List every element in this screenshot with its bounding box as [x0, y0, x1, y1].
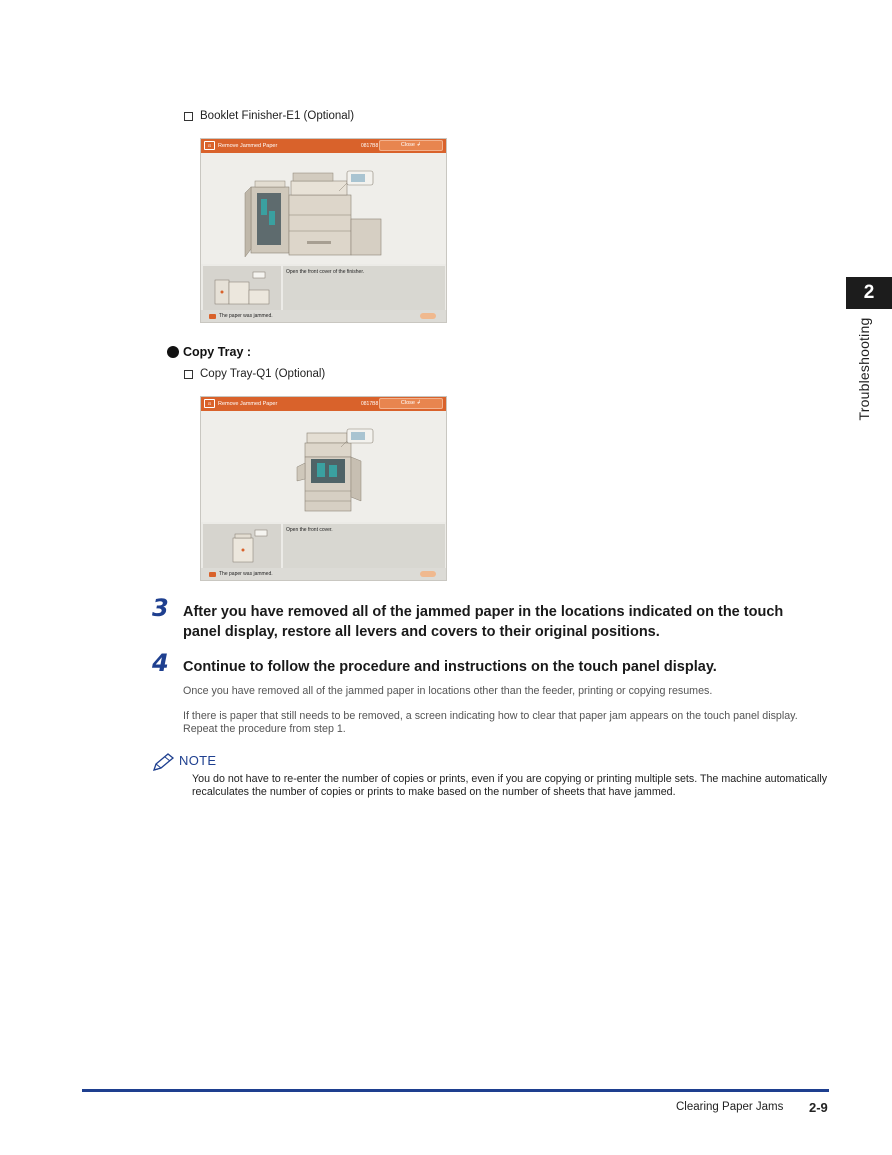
pencil-note-icon [152, 752, 176, 772]
machine-illustration [201, 411, 446, 522]
instruction-text: Open the front cover of the finisher. [286, 269, 365, 275]
instruction-panel [283, 266, 445, 310]
status-bar [201, 568, 446, 580]
step-4-text: Continue to follow the procedure and instructions on the touch panel display. [183, 659, 717, 675]
status-bar [201, 310, 446, 322]
close-label: Close [400, 142, 415, 148]
checkbox-square-icon [184, 112, 193, 121]
jam-icon: ⊡ [204, 141, 215, 150]
copy-tray-jam-screen [200, 396, 447, 581]
status-monitor-button[interactable] [420, 571, 436, 577]
chapter-title: Troubleshooting [856, 317, 872, 421]
copy-tray-item [184, 368, 325, 380]
close-label: Close [400, 400, 415, 406]
chapter-title-vertical [851, 314, 877, 424]
error-code: 0817B8 [361, 143, 379, 149]
status-monitor-button[interactable] [420, 313, 436, 319]
copier-thumbnail-icon [203, 524, 281, 568]
step-3-number: 3 [152, 594, 169, 622]
finisher-machine-icon [201, 153, 446, 264]
finisher-jam-screen [200, 138, 447, 323]
note-title: NOTE [179, 753, 217, 768]
warning-icon [209, 572, 216, 577]
step-4-paragraph-2: If there is paper that still needs to be removed, a screen indicating how to clear that paper jam appears on the touch panel display. Repeat the procedure from step 1. [183, 710, 798, 735]
bullet-icon [167, 346, 179, 358]
screen-header [201, 397, 446, 411]
checkbox-square-icon [184, 370, 193, 379]
booklet-finisher-item [184, 110, 354, 122]
machine-thumbnail-icon [203, 266, 281, 310]
close-button[interactable]: Close ↲ [379, 398, 443, 409]
screen-title: Remove Jammed Paper [218, 400, 278, 407]
status-text: The paper was jammed. [219, 571, 273, 577]
note-text: You do not have to re-enter the number of copies or prints, even if you are copying or printing multiple sets. The machine automatically recalculates the number of copies or prints to make based on the number of sheets that have jammed. [192, 773, 828, 798]
machine-illustration [201, 153, 446, 264]
thumbnail-panel [203, 524, 281, 568]
copier-machine-icon [201, 411, 446, 522]
thumbnail-panel [203, 266, 281, 310]
footer-page-number: 2-9 [809, 1100, 828, 1115]
copy-tray-heading [167, 345, 251, 359]
step-3-text: After you have removed all of the jammed paper in the locations indicated on the touch panel display, restore all levers and covers to their original positions. [183, 604, 784, 640]
step-4-number: 4 [152, 649, 169, 677]
booklet-finisher-label: Booklet Finisher-E1 (Optional) [200, 110, 355, 122]
error-code: 0817B8 [361, 401, 379, 407]
screen-title: Remove Jammed Paper [218, 142, 278, 149]
close-button[interactable]: Close ↲ [379, 140, 443, 151]
instruction-panel [283, 524, 445, 568]
status-text: The paper was jammed. [219, 313, 273, 319]
screen-header [201, 139, 446, 153]
instruction-text: Open the front cover. [286, 527, 333, 533]
copy-tray-label: Copy Tray-Q1 (Optional) [200, 368, 326, 380]
chapter-number-tab: 2 [846, 277, 892, 309]
footer-section-title: Clearing Paper Jams [676, 1101, 784, 1113]
jam-icon: ⊡ [204, 399, 215, 408]
footer-rule [82, 1089, 829, 1092]
copy-tray-heading-text: Copy Tray : [183, 345, 252, 359]
step-4-paragraph-1: Once you have removed all of the jammed paper in locations other than the feeder, printing or copying resumes. [183, 685, 713, 697]
warning-icon [209, 314, 216, 319]
